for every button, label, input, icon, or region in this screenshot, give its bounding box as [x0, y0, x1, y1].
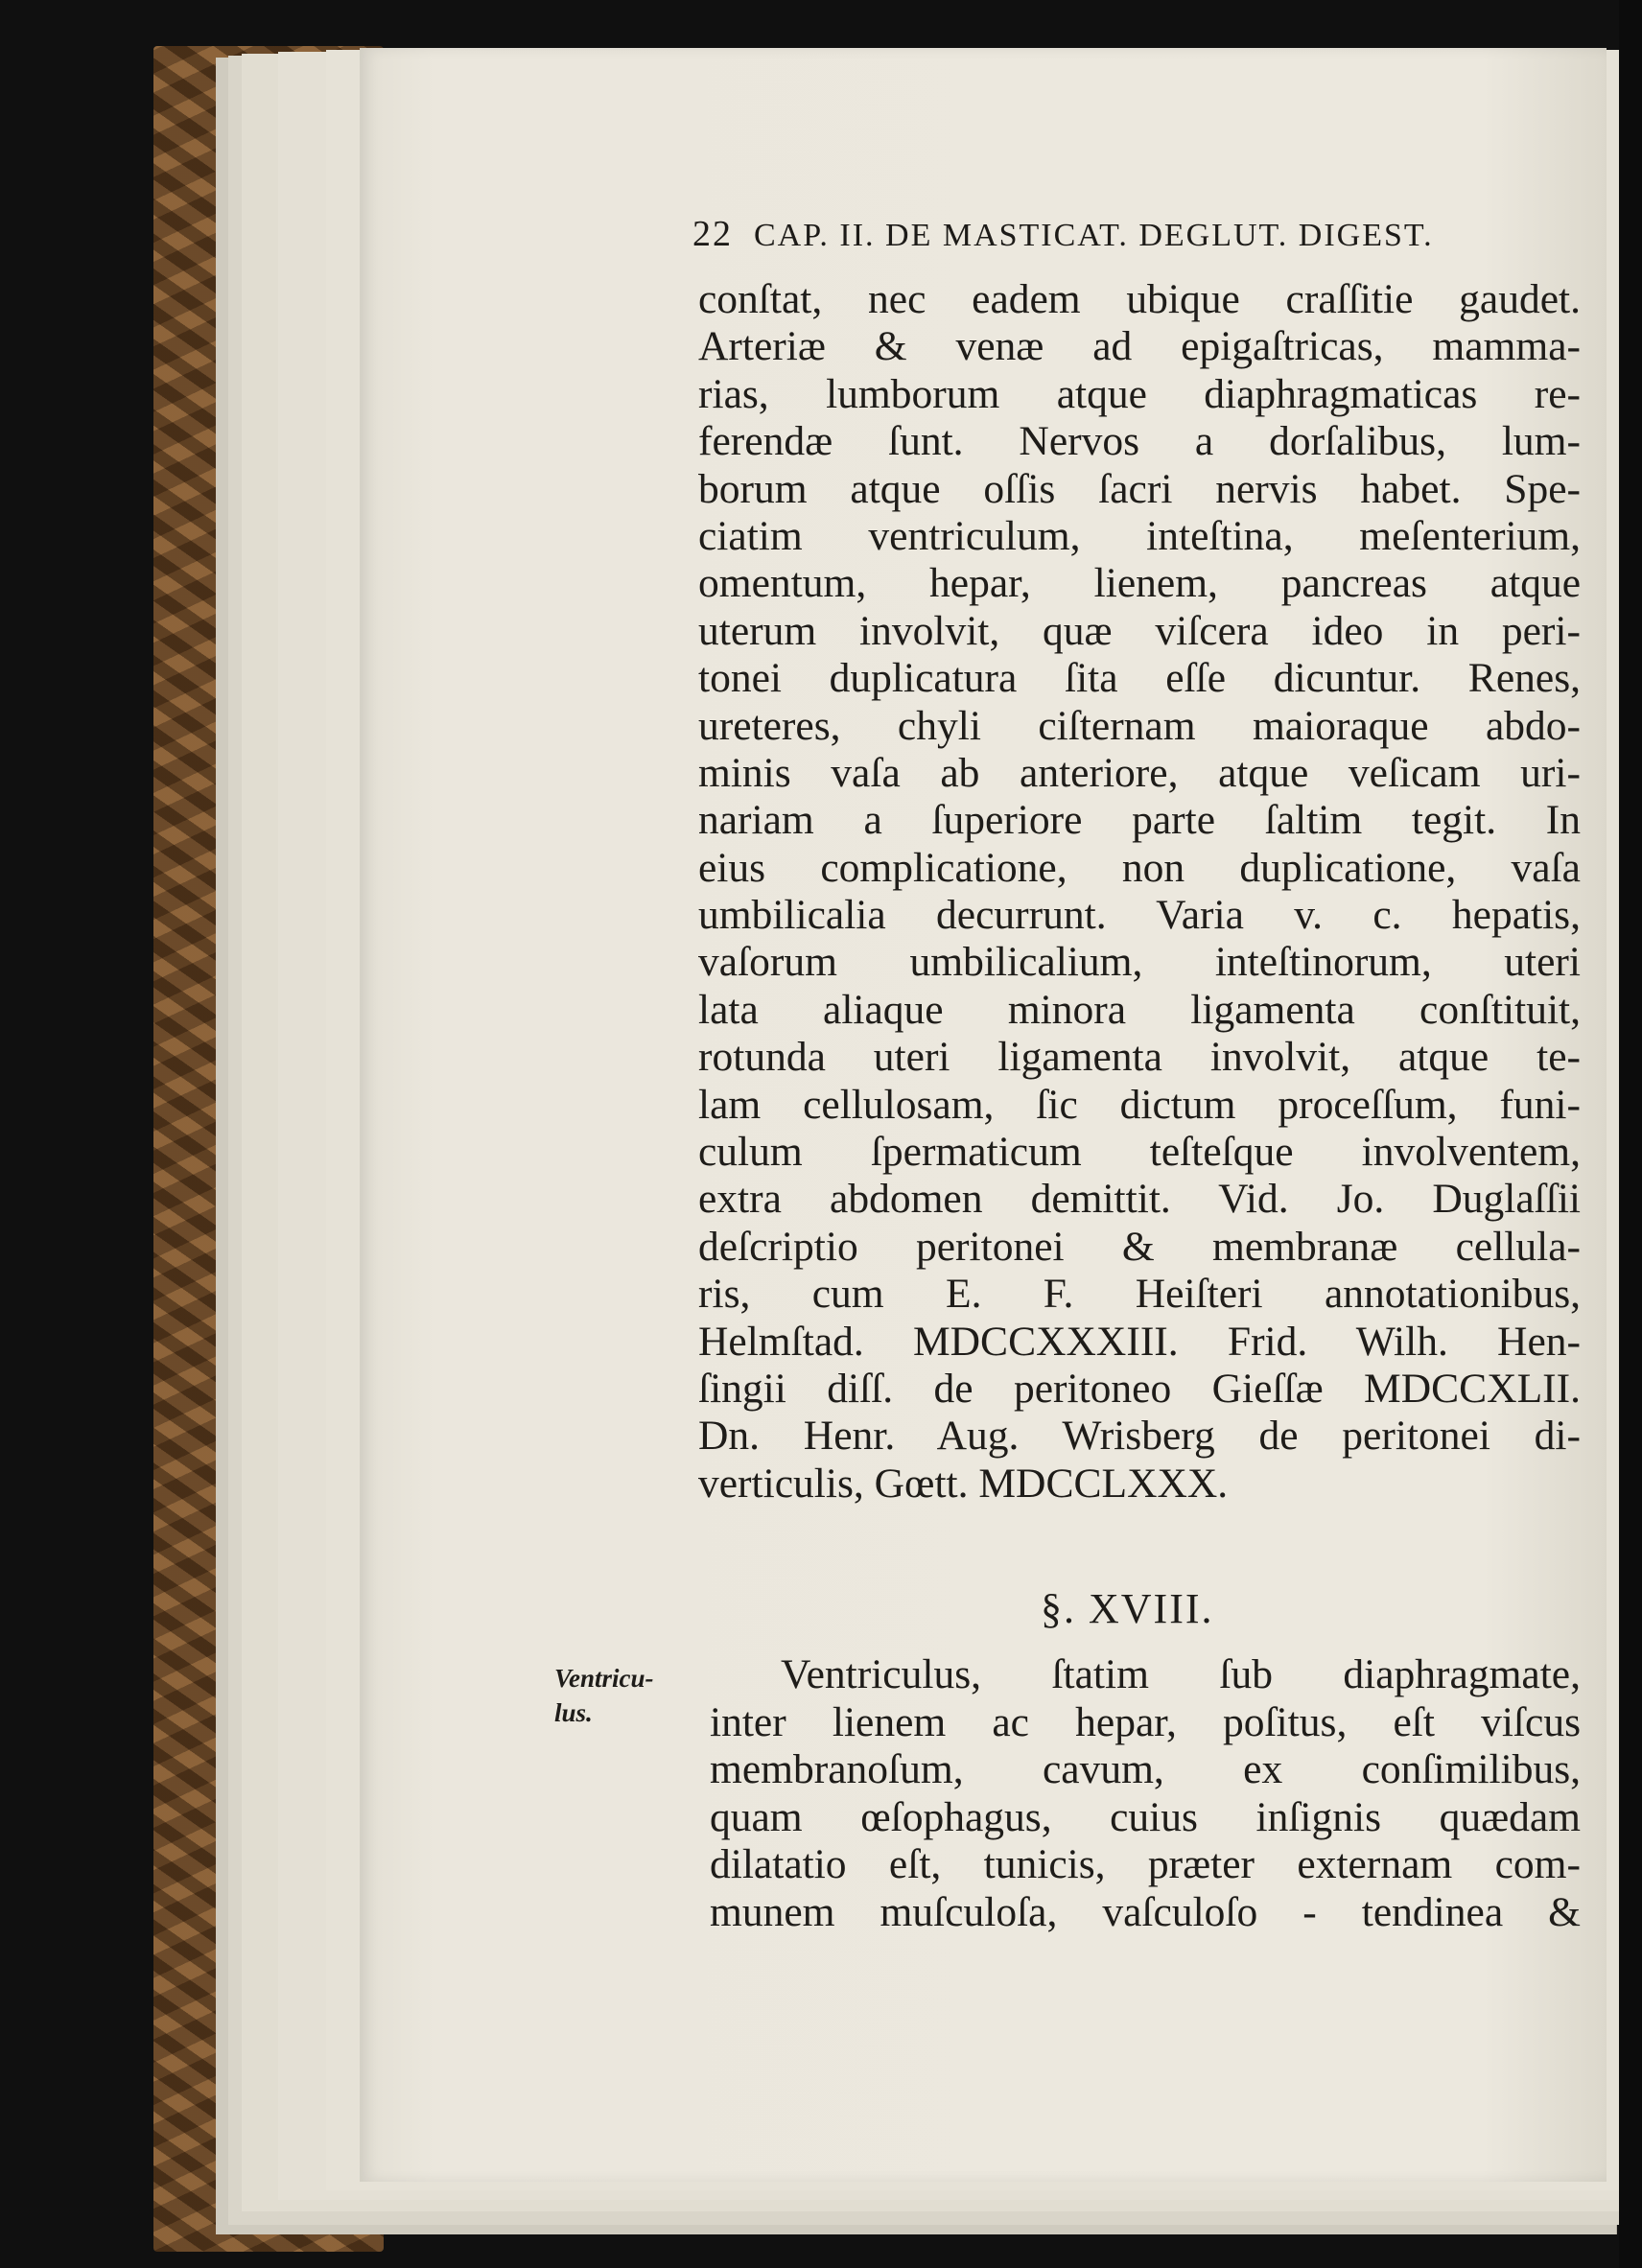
section-heading: §. XVIII.: [1041, 1585, 1214, 1632]
margin-note: [554, 1661, 698, 1730]
text-line: deſcriptio peritonei & membranæ cellula-: [698, 1223, 1581, 1270]
text-line: extra abdomen demittit. Vid. Jo. Duglaſſii: [698, 1176, 1581, 1223]
text-line: tonei duplicatura ſita eſſe dicuntur. Renes,: [698, 655, 1581, 702]
text-line: nariam a ſuperiore parte ſaltim tegit. In: [698, 797, 1581, 844]
text-line: Arteriæ & venæ ad epigaſtricas, mamma-: [698, 323, 1581, 370]
text-line: uterum involvit, quæ viſcera ideo in peri-: [698, 607, 1581, 654]
text-line: Dn. Henr. Aug. Wrisberg de peritonei di-: [698, 1413, 1581, 1460]
text-line: rotunda uteri ligamenta involvit, atque te-: [698, 1034, 1581, 1081]
text-line: rias, lumborum atque diaphragmaticas re-: [698, 370, 1581, 417]
text-line: conſtat, nec eadem ubique craſſitie gaudet.: [698, 276, 1581, 322]
margin-note-line: Ventricu-: [554, 1664, 654, 1693]
text-line: Helmſtad. MDCCXXXIII. Frid. Wilh. Hen-: [698, 1318, 1581, 1365]
paragraph-1: [698, 276, 1581, 1508]
background-strip: [1619, 0, 1642, 2268]
text-line: ureteres, chyli ciſternam maioraque abdo-: [698, 702, 1581, 749]
text-line: vaſorum umbilicalium, inteſtinorum, uteri: [698, 939, 1581, 986]
running-head-title: CAP. II. DE MASTICAT. DEGLUT. DIGEST.: [754, 218, 1434, 253]
text-line: minis vaſa ab anteriore, atque veſicam uri-: [698, 749, 1581, 796]
running-head: [692, 213, 1536, 255]
text-line: ciatim ventriculum, inteſtina, meſenterium,: [698, 512, 1581, 559]
text-line: ſingii diſſ. de peritoneo Gieſſæ MDCCXLII.: [698, 1365, 1581, 1412]
text-line: borum atque oſſis ſacri nervis habet. Spe-: [698, 465, 1581, 512]
text-line: culum ſpermaticum teſteſque involventem,: [698, 1129, 1581, 1176]
text-line: lam cellulosam, ſic dictum proceſſum, funi-: [698, 1081, 1581, 1128]
text-line: omentum, hepar, lienem, pancreas atque: [698, 560, 1581, 607]
text-line: eius complicatione, non duplicatione, vaſa: [698, 844, 1581, 891]
paragraph-2: [710, 1651, 1581, 1937]
text-line: munem muſculoſa, vaſculoſo - tendinea &: [710, 1888, 1581, 1935]
text-line: membranoſum, cavum, ex conſimilibus,: [710, 1746, 1581, 1793]
text-line: umbilicalia decurrunt. Varia v. c. hepatis,: [698, 892, 1581, 939]
margin-note-line: lus.: [554, 1698, 593, 1727]
page-number: 22: [692, 214, 733, 254]
text-line: inter lienem ac hepar, poſitus, eſt viſcus: [710, 1698, 1581, 1745]
text-line: ris, cum E. F. Heiſteri annotationibus,: [698, 1271, 1581, 1318]
text-line: ferendæ ſunt. Nervos a dorſalibus, lum-: [698, 418, 1581, 465]
text-line: verticulis, Gœtt. MDCCLXXX.: [698, 1460, 1229, 1507]
text-line: dilatatio eſt, tunicis, præter externam com-: [710, 1841, 1581, 1888]
text-line: Ventriculus, ſtatim ſub diaphragmate,: [781, 1651, 1581, 1697]
text-line: lata aliaque minora ligamenta conſtituit,: [698, 986, 1581, 1033]
text-line: quam œſophagus, cuius inſignis quædam: [710, 1793, 1581, 1840]
